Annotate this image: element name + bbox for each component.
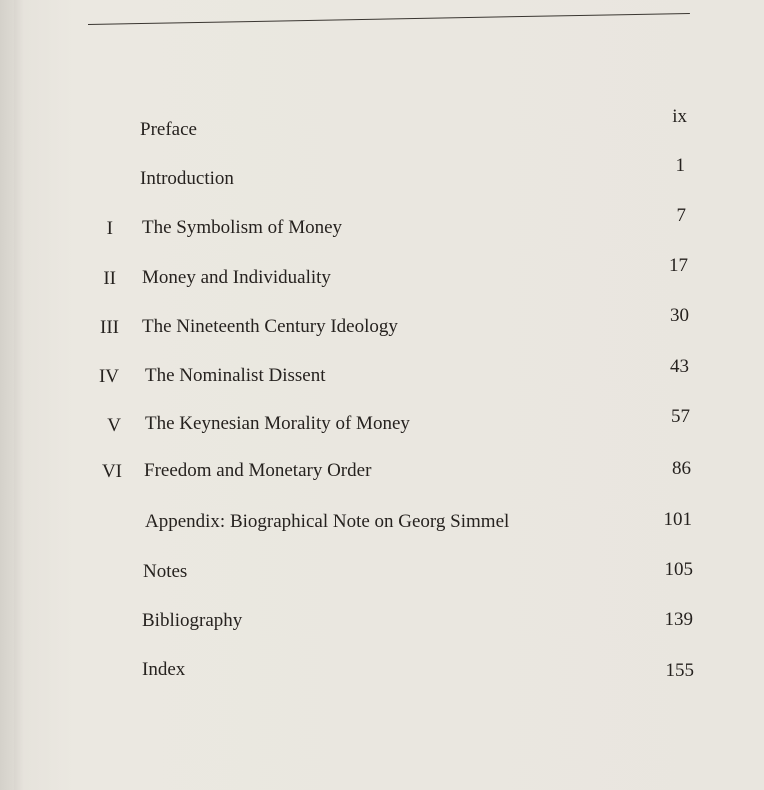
toc-entry-page: 101 (663, 509, 692, 530)
toc-entry-title: Notes (143, 561, 188, 582)
toc-entry-page: 1 (675, 155, 685, 176)
toc-entry-page: 105 (664, 559, 693, 580)
toc-entry-page: 57 (671, 406, 690, 427)
toc-chapter-numeral: VI (101, 461, 122, 482)
toc-chapter-numeral: I (106, 218, 113, 239)
toc-entry-page: 30 (670, 305, 689, 326)
toc-entry-page: 43 (670, 356, 689, 377)
toc-entry-title: The Keynesian Morality of Money (145, 413, 410, 434)
toc-chapter-numeral: II (103, 268, 116, 289)
toc-entry-title: The Symbolism of Money (142, 217, 343, 238)
toc-entry-page: 17 (669, 255, 688, 276)
toc-entry-title: Appendix: Biographical Note on Georg Simmel (145, 511, 510, 532)
toc-entry-title: Introduction (140, 168, 234, 189)
toc-entry-page: 86 (672, 458, 691, 479)
toc-entry-page: 7 (676, 205, 686, 226)
toc-entry-page: ix (672, 106, 687, 127)
toc-chapter-numeral: III (100, 317, 119, 338)
toc-entry-title: Money and Individuality (142, 267, 331, 288)
toc-entry-title: Index (142, 659, 186, 680)
toc-entry-title: Bibliography (142, 610, 243, 631)
toc-entry-page: 155 (665, 660, 694, 681)
toc-entry-title: The Nominalist Dissent (145, 365, 326, 386)
toc-entry-title: Preface (140, 119, 197, 140)
toc-entry-title: The Nineteenth Century Ideology (142, 316, 398, 337)
toc-chapter-numeral: IV (98, 366, 119, 387)
toc-entry-page: 139 (664, 609, 693, 630)
toc-chapter-numeral: V (107, 415, 121, 436)
toc-entry-title: Freedom and Monetary Order (144, 460, 372, 481)
